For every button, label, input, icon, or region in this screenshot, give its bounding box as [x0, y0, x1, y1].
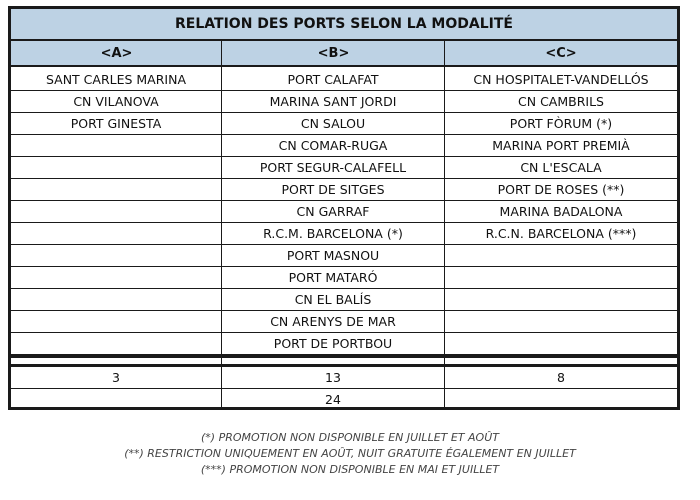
table-cell: CN L'ESCALA	[520, 160, 602, 175]
table-row	[11, 91, 677, 113]
count-c: 8	[557, 370, 565, 385]
column-header-c: <C>	[445, 41, 677, 67]
column-header-a: <A>	[11, 41, 222, 67]
table-cell	[11, 311, 221, 332]
column-divider	[221, 41, 222, 407]
total-row	[11, 389, 677, 411]
table-cell: CN CAMBRILS	[518, 94, 604, 109]
column-divider	[444, 41, 445, 407]
table-cell: CN VILANOVA	[73, 94, 159, 109]
table-row	[11, 179, 677, 201]
table-cell	[445, 267, 677, 288]
table-cell	[11, 289, 221, 310]
table-cell	[11, 179, 221, 200]
table-cell: MARINA SANT JORDI	[269, 94, 397, 109]
table-cell: CN HOSPITALET-VANDELLÓS	[473, 72, 649, 87]
table-row	[11, 311, 677, 333]
table-cell	[11, 245, 221, 266]
footnote-3: (***) PROMOTION NON DISPONIBLE EN MAI ET JUILLET	[200, 463, 500, 476]
table-cell: PORT FÒRUM (*)	[509, 116, 613, 131]
table-cell: R.C.M. BARCELONA (*)	[263, 226, 403, 241]
table-cell: CN COMAR-RUGA	[278, 138, 388, 153]
table-cell: CN ARENYS DE MAR	[270, 314, 396, 329]
count-b: 13	[325, 370, 341, 385]
column-header-b: <B>	[222, 41, 445, 67]
table-cell: PORT GINESTA	[70, 116, 162, 131]
table-cell	[11, 135, 221, 156]
table-cell	[445, 333, 677, 354]
table-cell: MARINA PORT PREMIÀ	[492, 138, 630, 153]
table-cell: CN SALOU	[300, 116, 366, 131]
table-cell: SANT CARLES MARINA	[45, 72, 187, 87]
table-cell: PORT MASNOU	[286, 248, 380, 263]
table-row	[11, 113, 677, 135]
table-row	[11, 289, 677, 311]
table-cell: PORT DE ROSES (**)	[497, 182, 625, 197]
table-row	[11, 245, 677, 267]
table-cell: PORT MATARÓ	[288, 270, 378, 285]
table-row	[11, 223, 677, 245]
table-cell	[11, 223, 221, 244]
total-value: 24	[325, 392, 341, 407]
table-title: RELATION DES PORTS SELON LA MODALITÉ	[11, 9, 677, 41]
footnotes	[0, 430, 700, 478]
table-cell: MARINA BADALONA	[499, 204, 623, 219]
count-row	[11, 367, 677, 389]
table-cell	[445, 311, 677, 332]
footnote-1: (*) PROMOTION NON DISPONIBLE EN JUILLET ET AOÛT	[201, 431, 499, 444]
table-cell: R.C.N. BARCELONA (***)	[485, 226, 637, 241]
table-row	[11, 267, 677, 289]
table-row	[11, 69, 677, 91]
table-cell	[445, 245, 677, 266]
count-a: 3	[112, 370, 120, 385]
table-cell: PORT SEGUR-CALAFELL	[259, 160, 407, 175]
table-cell	[11, 201, 221, 222]
table-row	[11, 157, 677, 179]
table-row	[11, 201, 677, 223]
table-row	[11, 333, 677, 355]
table-cell	[445, 289, 677, 310]
table-cell	[11, 157, 221, 178]
table-cell	[11, 333, 221, 354]
table-cell	[11, 267, 221, 288]
table-cell: CN GARRAF	[296, 204, 370, 219]
table-cell: CN EL BALÍS	[294, 292, 372, 307]
table-cell: PORT DE PORTBOU	[273, 336, 393, 351]
separator-line	[11, 355, 677, 358]
table-row	[11, 135, 677, 157]
footnote-2: (**) RESTRICTION UNIQUEMENT EN AOÛT, NUIT GRATUITE ÉGALEMENT EN JUILLET	[124, 447, 576, 460]
ports-table	[8, 6, 680, 410]
table-cell: PORT DE SITGES	[281, 182, 385, 197]
table-cell: PORT CALAFAT	[287, 72, 379, 87]
